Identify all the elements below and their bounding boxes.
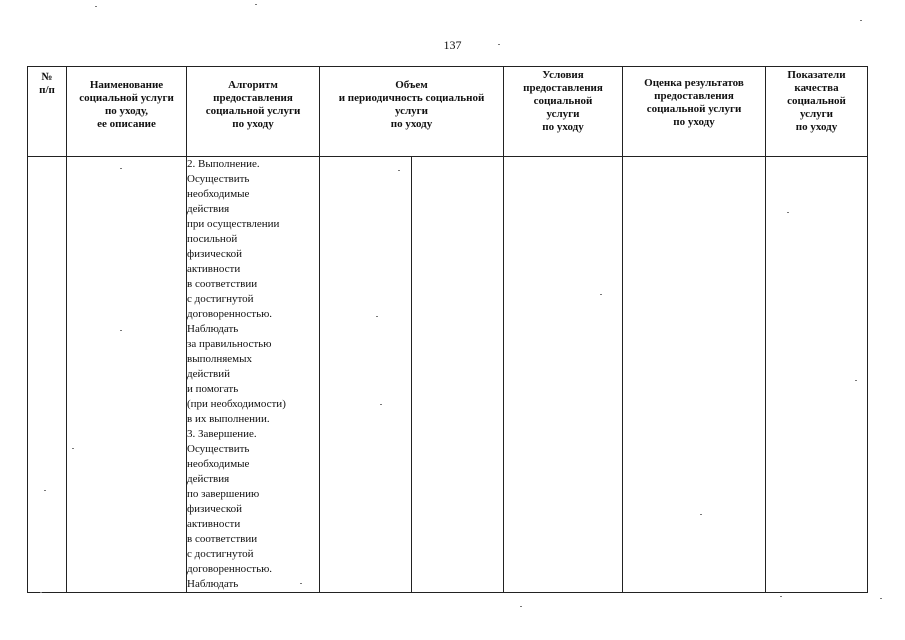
header-quality-indicators: Показатели качества социальной услуги по уходу (766, 67, 868, 157)
cell-periodicity (412, 157, 504, 593)
header-conditions: Условия предоставления социальной услуги по уходу (504, 67, 623, 157)
cell-conditions (504, 157, 623, 593)
cell-volume (320, 157, 412, 593)
scan-speck (255, 4, 257, 5)
scan-speck (398, 170, 400, 171)
scan-speck (95, 6, 97, 7)
scan-speck (600, 294, 602, 295)
scan-speck (880, 598, 882, 599)
cell-algorithm: 2. Выполнение. Осуществить необходимые действия при осуществлении посильной физической активности в соответствии с достигнутой договоренностью. Наблюдать за правильностью выполняемых действий и помогать (при необходимости) в их выполнении. 3. Завершение. Осуществить необходимые действия по завершению физической активности в соответствии с достигнутой договоренностью. Наблюдать (187, 157, 320, 593)
header-algorithm: Алгоритм предоставления социальной услуги по уходу (187, 67, 320, 157)
scan-speck (120, 330, 122, 331)
scan-speck (300, 583, 302, 584)
table-header-row (28, 67, 868, 157)
scan-speck (376, 316, 378, 317)
scan-speck (380, 404, 382, 405)
scan-speck (44, 490, 46, 491)
table-row (28, 157, 868, 593)
scan-speck (520, 606, 522, 607)
services-table (27, 66, 868, 593)
scan-speck (700, 514, 702, 515)
cell-service-name (67, 157, 187, 593)
scan-speck (40, 592, 42, 593)
page-number: 137 (443, 38, 462, 52)
cell-results-evaluation (623, 157, 766, 593)
scan-speck (860, 20, 862, 21)
scan-speck (780, 596, 782, 597)
header-service-name: Наименование социальной услуги по уходу, ее описание (67, 67, 187, 157)
scan-speck (72, 448, 74, 449)
scan-speck (855, 380, 857, 381)
header-results-evaluation: Оценка результатов предоставления социальной услуги по уходу (623, 67, 766, 157)
scan-speck (498, 44, 500, 45)
cell-number (28, 157, 67, 593)
header-volume-periodicity: Объем и периодичность социальной услуги по уходу (320, 67, 504, 157)
scan-speck (120, 168, 122, 169)
scan-speck (787, 212, 789, 213)
cell-quality-indicators (766, 157, 868, 593)
header-number: № п/п (28, 67, 67, 157)
